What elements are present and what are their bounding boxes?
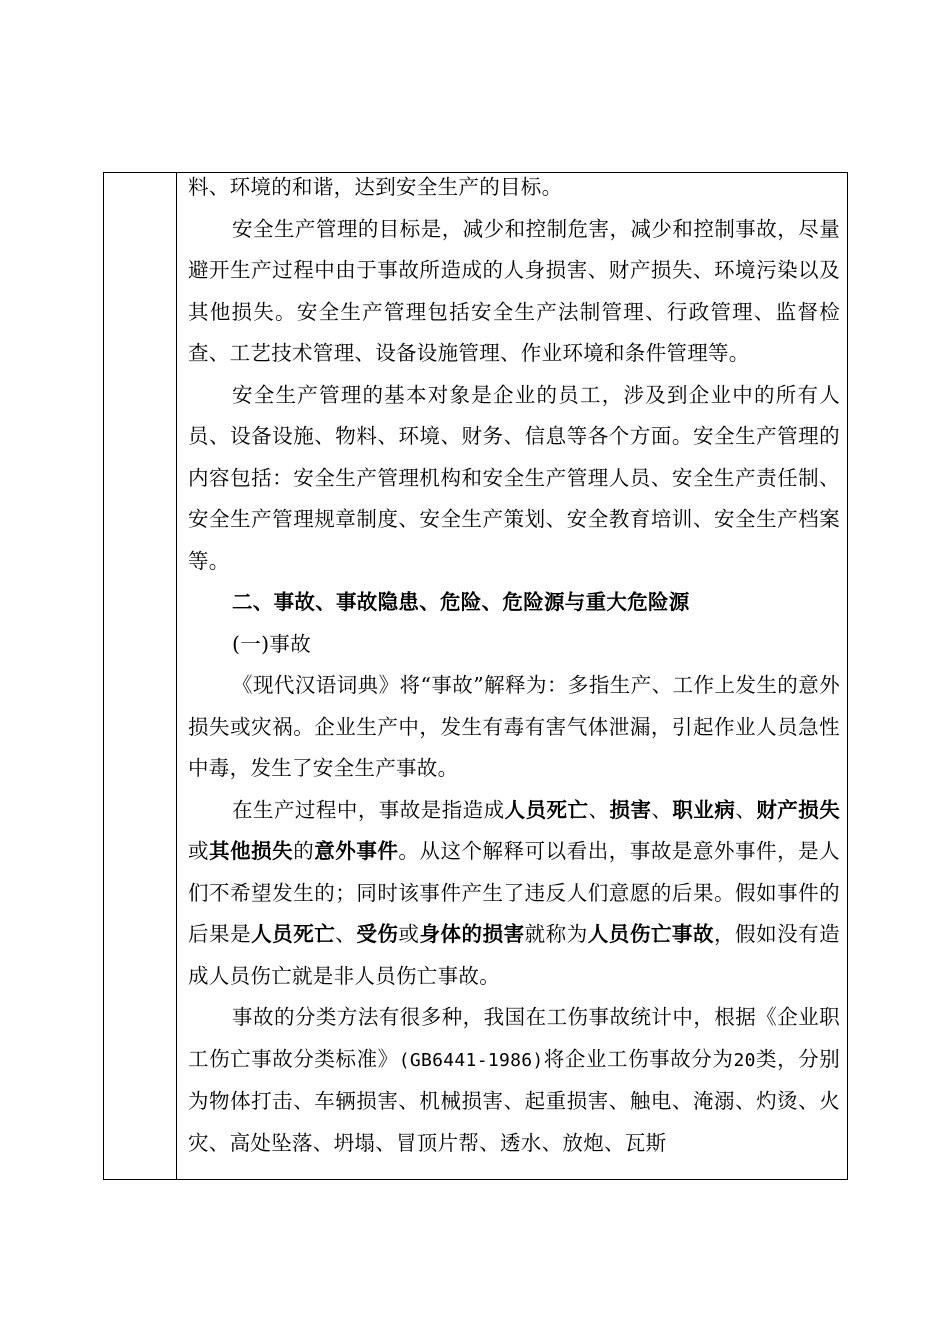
paragraph-management-object: 安全生产管理的基本对象是企业的员工，涉及到企业中的所有人员、设备设施、物料、环境、财务、信息等各个方面。安全生产管理的内容包括：安全生产管理机构和安全生产管理人员、安全生产责任制、安全生产管理规章制度、安全生产策划、安全教育培训、安全生产档案等。 bbox=[188, 382, 840, 573]
paragraph-dictionary-definition: 《现代汉语词典》将“事故”解释为：多指生产、工作上发生的意外损失或灾祸。企业生产中，发生有毒有害气体泄漏，引起作业人员急性中毒，发生了安全生产事故。 bbox=[188, 673, 840, 780]
bold-term: 人员死亡 bbox=[504, 797, 589, 822]
paragraph-management-goal: 安全生产管理的目标是，减少和控制危害，减少和控制事故，尽量避开生产过程中由于事故所造成的人身损害、财产损失、环境污染以及其他损失。安全生产管理包括安全生产法制管理、行政管理、监督检查、工艺技术管理、设备设施管理、作业环境和条件管理等。 bbox=[188, 216, 840, 365]
bold-term: 受伤 bbox=[356, 922, 399, 946]
table-content-cell bbox=[188, 173, 840, 1179]
category-count: 20 bbox=[733, 1049, 756, 1071]
text-span: 、 bbox=[735, 797, 757, 822]
bold-term: 财产损失 bbox=[756, 797, 840, 822]
bold-term: 意外事件 bbox=[314, 839, 399, 863]
standard-code: (GB6441-1986) bbox=[398, 1049, 544, 1071]
bold-term: 职业病 bbox=[672, 797, 736, 822]
subsection-heading-accident: (一)事故 bbox=[232, 631, 311, 656]
paragraph-accident-definition bbox=[188, 790, 840, 998]
paragraph-accident-classification bbox=[188, 997, 840, 1164]
text-span: 或 bbox=[188, 839, 210, 863]
text-span: 将企业工伤事故分为 bbox=[543, 1046, 734, 1071]
text-span: 事故的分类方法有很多种，我国在工伤事故统计中，根据《企业职工伤亡事故分类标准》 bbox=[188, 1005, 840, 1071]
paragraph-continuation: 料、环境的和谐，达到安全生产的目标。 bbox=[188, 175, 563, 199]
table-left-column bbox=[104, 173, 177, 1179]
text-span: 的 bbox=[293, 839, 315, 863]
section-heading-accidents: 二、事故、事故隐患、危险、危险源与重大危险源 bbox=[232, 590, 690, 614]
text-span: 、 bbox=[651, 797, 673, 822]
text-span: 在生产过程中，事故是指造成 bbox=[232, 797, 505, 822]
text-span: 就称为 bbox=[524, 922, 588, 946]
bold-term: 损害 bbox=[609, 797, 652, 822]
text-span: ，假如没有造成人员伤亡就是非人员伤亡事故。 bbox=[188, 922, 840, 988]
text-span: 、 bbox=[588, 797, 610, 822]
text-span: 、 bbox=[335, 922, 357, 946]
text-span: 。从这个解释可以看出，事故是意外事件，是人们不希望发生的；同时该事件产生了违反人们意愿的后果。假如事件的后果是 bbox=[188, 839, 840, 946]
bold-term: 身体的损害 bbox=[419, 922, 525, 946]
document-table bbox=[103, 172, 848, 1180]
bold-term: 人员伤亡事故 bbox=[587, 922, 714, 946]
bold-term: 其他损失 bbox=[209, 839, 294, 863]
text-span: 或 bbox=[398, 922, 420, 946]
bold-term: 人员死亡 bbox=[251, 922, 336, 946]
text-span: 类，分别为物体打击、车辆损害、机械损害、起重损害、触电、淹溺、灼烫、火灾、高处坠落、坍塌、冒顶片帮、透水、放炮、瓦斯 bbox=[188, 1046, 840, 1155]
